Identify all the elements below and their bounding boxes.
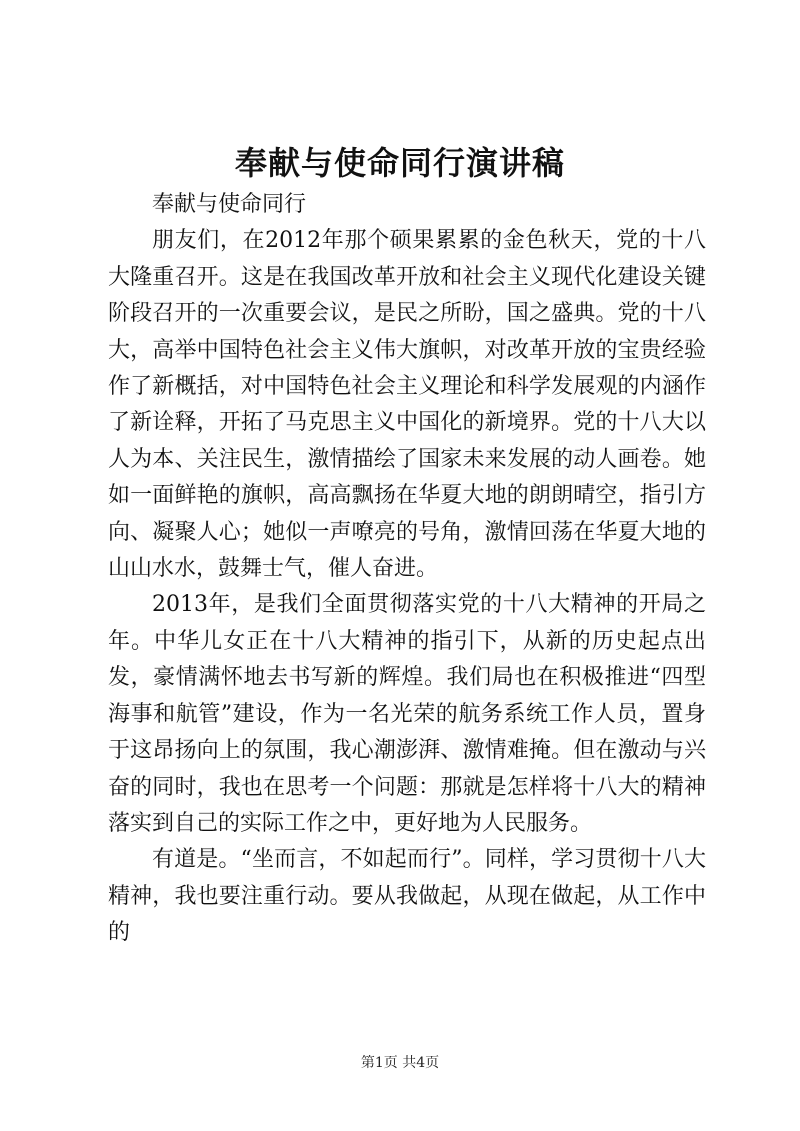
- document-title: 奉献与使命同行演讲稿: [234, 144, 565, 182]
- paragraph-subtitle: 奉献与使命同行: [152, 192, 307, 217]
- document-body: [108, 187, 706, 952]
- page-footer: 第1页 共4页: [360, 1055, 440, 1071]
- paragraph: 有道是。“坐而言，不如起而行”。同样，学习贯彻十八大精神，我也要注重行动。要从我做起，从现在做起，从工作中的: [108, 847, 706, 946]
- paragraph: 朋友们，在2012年那个硕果累累的金色秋天，党的十八大隆重召开。这是在我国改革开放和社会主义现代化建设关键阶段召开的一次重要会议，是民之所盼，国之盛典。党的十八大，高举中国特色社会主义伟大旗帜，对改革开放的宝贵经验作了新概括，对中国特色社会主义理论和科学发展观的内涵作了新诠释，开拓了马克思主义中国化的新境界。党的十八大以人为本、关注民生，激情描绘了国家未来发展的动人画卷。她如一面鲜艳的旗帜，高高飘扬在华夏大地的朗朗晴空，指引方向、凝聚人心；她似一声嘹亮的号角，激情回荡在华夏大地的山山水水，鼓舞士气，催人奋进。: [108, 228, 706, 582]
- paragraph: 2013年，是我们全面贯彻落实党的十八大精神的开局之年。中华儿女正在十八大精神的指引下，从新的历史起点出发，豪情满怀地去书写新的辉煌。我们局也在积极推进“四型海事和航管”建设，作为一名光荣的航务系统工作人员，置身于这昂扬向上的氛围，我心潮澎湃、激情难掩。但在激动与兴奋的同时，我也在思考一个问题：那就是怎样将十八大的精神落实到自己的实际工作之中，更好地为人民服务。: [108, 592, 706, 836]
